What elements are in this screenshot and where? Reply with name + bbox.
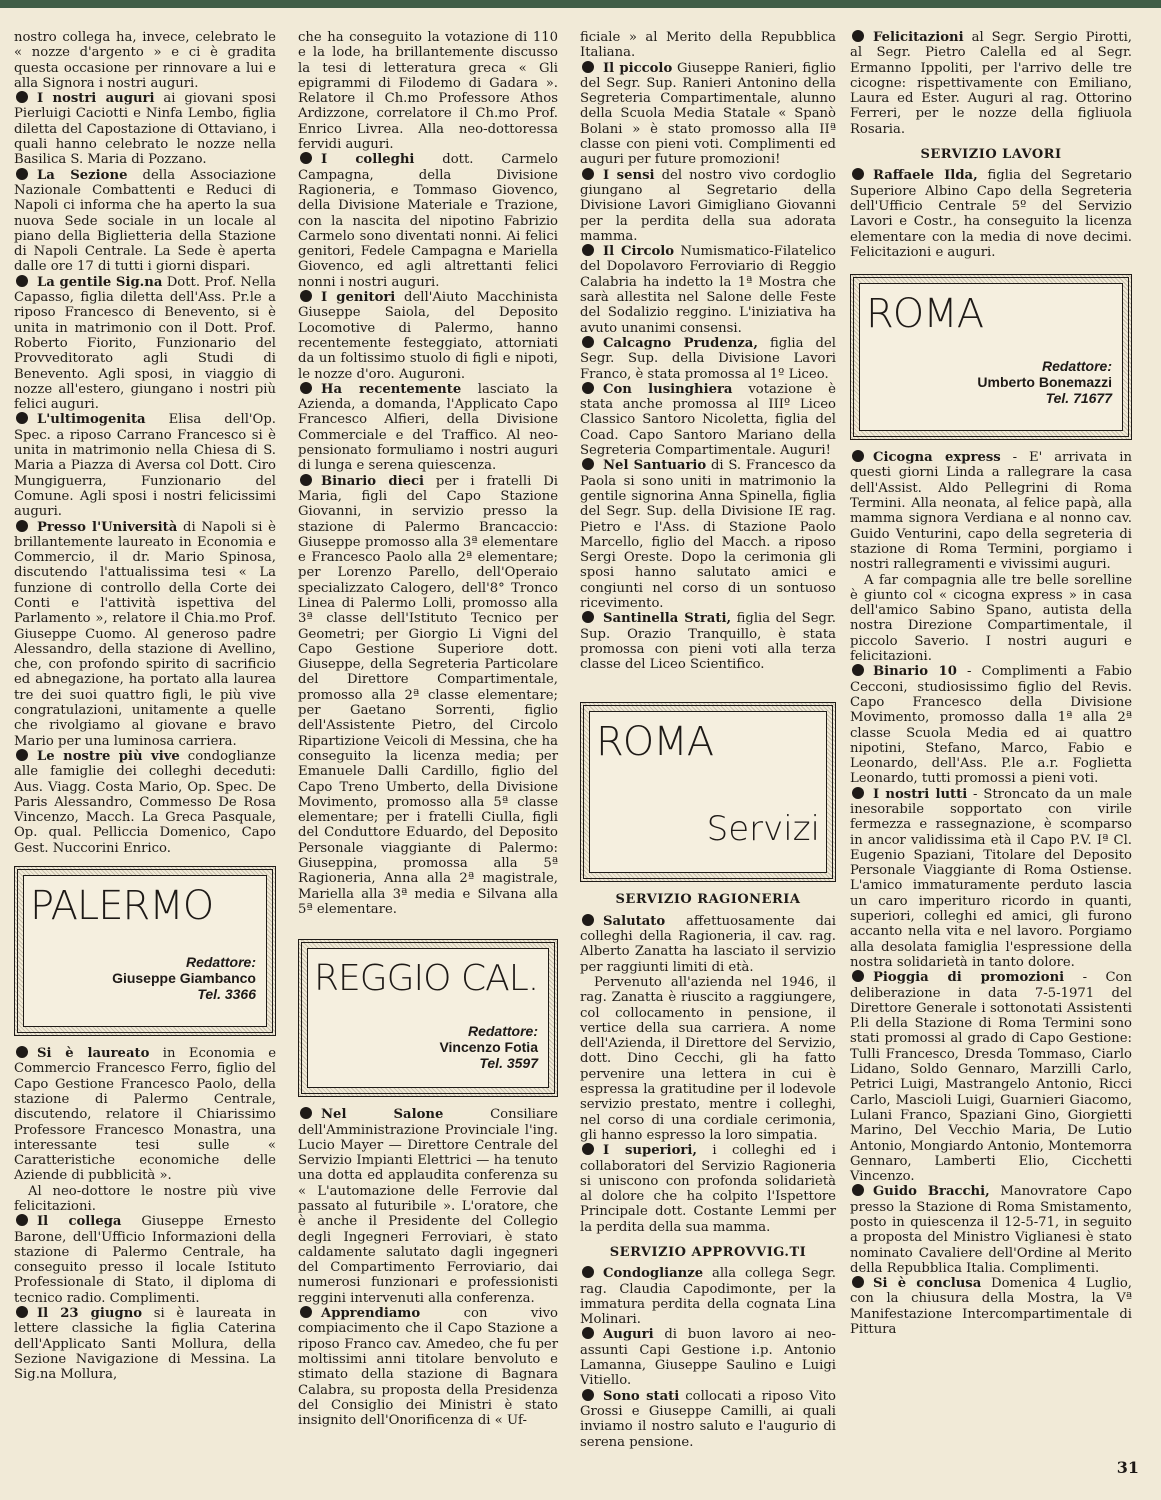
article: I colleghi dott. Carmelo Campagna, della Divisione Ragioneria, e Tommaso Giovenco, della Divisione Materiale e Trazione, con la nascita del nipotino Fabrizio Carmelo sono diventati nonni. Ai felici genitori, Fedele Campagna e Mariella Giovenco, ed agli altrettanti felici nonni i nostri auguri. bbox=[298, 152, 558, 290]
article: Cicogna express - E' arrivata in questi giorni Linda a rallegrare la casa dell'Assist. Aldo Pellegrini di Roma Termini. Alla neonata, al felice papà, alla mamma signora Verdiana e al nonno cav. Guido Venturini, capo della segreteria di stazione di Roma Termini, porgiamo i nostri rallegramenti e vivissimi auguri. bbox=[850, 450, 1132, 573]
bullet-icon bbox=[582, 458, 594, 470]
article: Il collega Giuseppe Ernesto Barone, dell'Ufficio Informazioni della stazione di Palermo Centrale, ha conseguito presso il locale Istituto Professionale di Stato, il diploma di tecnico radio. Complimenti. bbox=[14, 1214, 276, 1306]
article: Il piccolo Giuseppe Ranieri, figlio del Segr. Sup. Ranieri Antonino della Segreteria Compartimentale, alunno della Scuola Media Statale « Spanò Bolani » è stato promosso alla IIª classe con pieni voti. Complimenti ed auguri per future promozioni! bbox=[580, 60, 836, 168]
article: Condoglianze alla collega Segr. rag. Claudia Capodimonte, per la immatura perdita della cognata Lina Molinari. bbox=[580, 1266, 836, 1328]
bullet-icon bbox=[582, 244, 594, 256]
section-city-title: ROMA bbox=[596, 719, 714, 766]
bullet-icon bbox=[16, 1306, 28, 1318]
article: Nel Santuario di S. Francesco da Paola si sono uniti in matrimonio la gentile signorina Anna Spinella, figlia del Segr. Sup. della Divisione IE rag. Pietro e l'Ass. di Stazione Paolo Marcello, figlio del Macch. a riposo Sergi Oreste. Dopo la cerimonia gli sposi hanno salutato amici e congiunti nel corso di un sontuoso ricevimento. bbox=[580, 458, 836, 611]
bullet-icon bbox=[300, 474, 312, 486]
editor-name: Giuseppe Giambanco bbox=[112, 970, 256, 987]
article: Il 23 giugno si è laureata in lettere classiche la figlia Caterina dell'Applicato Santi Mollura, della Sezione Navigazione di Messina. La Sig.na Mollura, bbox=[14, 1306, 276, 1383]
article: Calcagno Prudenza, figlia del Segr. Sup. della Divisione Lavori Franco, è stata promossa al 1º Liceo. bbox=[580, 335, 836, 382]
article: Santinella Strati, figlia del Segr. Sup. Orazio Tranquillo, è stata promossa con pieni voti alla terza classe del Liceo Scientifico. bbox=[580, 611, 836, 673]
bullet-icon bbox=[300, 290, 312, 302]
article: Apprendiamo con vivo compiacimento che il Capo Stazione a riposo Franco cav. Amedeo, che fu per moltissimi anni titolare benvoluto e stimato della stazione di Bagnara Calabra, su proposta della Presidenza del Consiglio dei Ministri è stato insignito dell'Onorificenza di « Uf- bbox=[298, 1306, 558, 1429]
article: che ha conseguito la votazione di 110 e la lode, ha brillantemente discusso la tesi di letteratura greca « Gli epigrammi di Filodemo di Gadara ». Relatore il Ch.mo Professore Athos Ardizzone, correlatore il Ch.mo Prof. Enrico Livrea. Alla neo-dottoressa fervidi auguri. bbox=[298, 30, 558, 153]
section-subtitle: Servizi bbox=[706, 809, 820, 850]
article: Nel Salone Consiliare dell'Amministrazione Provinciale l'ing. Lucio Mayer — Direttore Centrale del Servizio Impianti Elettrici — ha tenuto una dotta ed applaudita conferenza su « L'automazione delle Ferrovie dal passato al futuribile ». L'oratore, che è anche il Presidente del Collegio degli Ingegneri Ferroviari, è stato caldamente salutato dagli ingegneri del Compartimento Ferroviario, dai numerosi funzionari e professionisti reggini intervenuti alla conferenza. bbox=[298, 1107, 558, 1306]
article: L'ultimogenita Elisa dell'Op. Spec. a riposo Carrano Francesco si è unita in matrimonio nella Chiesa di S. Maria a Piazza di Aversa col Dott. Ciro Mungiguerra, Funzionario del Comune. Agli sposi i nostri felicissimi auguri. bbox=[14, 412, 276, 520]
bullet-icon bbox=[582, 382, 594, 394]
bullet-icon bbox=[582, 914, 594, 926]
article: Il Circolo Numismatico-Filatelico del Dopolavoro Ferroviario di Reggio Calabria ha indetto la 1ª Mostra che sarà allestita nel Salone delle Feste del Sodalizio reggino. L'iniziativa ha avuto unanimi consensi. bbox=[580, 244, 836, 336]
article: Le nostre più vive condoglianze alle famiglie dei colleghi deceduti: Aus. Viagg. Costa Mario, Op. Spec. De Paris Alessandro, Commesso De Rosa Vincenzo, Macch. La Greca Pasquale, Op. qual. Pelliccia Domenico, Capo Gest. Nuccorini Enrico. bbox=[14, 748, 276, 856]
bullet-icon bbox=[852, 1276, 864, 1288]
article: I nostri auguri ai giovani sposi Pierluigi Caciotti e Ninfa Lembo, figlia diletta del Capostazione di Ottaviano, i quali hanno celebrato le nozze nella Basilica S. Maria di Pozzano. bbox=[14, 91, 276, 168]
editor-phone: Tel. 71677 bbox=[1045, 390, 1112, 407]
article: Auguri di buon lavoro ai neo-assunti Capi Gestione i.p. Antonio Lamanna, Giuseppe Saulino e Luigi Vitiello. bbox=[580, 1327, 836, 1389]
article: Si è conclusa Domenica 4 Luglio, con la chiusura della Mostra, la Vª Manifestazione Intercompartimentale di Pittura bbox=[850, 1276, 1132, 1338]
article-continuation: A far compagnia alle tre belle sorelline è giunto col « cicogna express » in casa dell'amico Sabino Spano, autista della nostra Direzione Compartimentale, il piccolo Saverio. I nostri auguri e felicitazioni. bbox=[850, 572, 1132, 665]
top-color-band bbox=[0, 0, 1161, 8]
editor-label: Redattore: bbox=[467, 1023, 538, 1040]
bullet-icon bbox=[16, 275, 28, 287]
bullet-icon bbox=[16, 1046, 28, 1058]
bullet-icon bbox=[16, 412, 28, 424]
article: Raffaele Ilda, figlia del Segretario Superiore Albino Capo della Segreteria dell'Ufficio Centrale 5º del Servizio Lavori e Costr., ha conseguito la licenza elementare con la media di nove decimi. Felicitazioni e auguri. bbox=[850, 168, 1132, 260]
article: Si è laureato in Economia e Commercio Francesco Ferro, figlio del Capo Gestione Francesco Paolo, della stazione di Palermo Centrale, discutendo, relatore il Chiarissimo Professore Francesco Monastra, una interessante tesi sulle « Caratteristiche economiche delle Aziende di pubblicità ». bbox=[14, 1046, 276, 1184]
editor-name: Vincenzo Fotia bbox=[439, 1039, 538, 1056]
article: Sono stati collocati a riposo Vito Grossi e Giuseppe Camilli, ai quali inviamo il nostro saluto e l'augurio di serena pensione. bbox=[580, 1388, 836, 1450]
bullet-icon bbox=[852, 30, 864, 42]
editor-phone: Tel. 3366 bbox=[197, 986, 256, 1003]
section-box-roma bbox=[850, 274, 1132, 440]
article: I superiori, i colleghi ed i collaboratori del Servizio Ragioneria si uniscono con profonda solidarietà al dolore che ha colpito l'Ispettore Principale dott. Costante Lemmi per la perdita della sua mamma. bbox=[580, 1143, 837, 1235]
article: Binario dieci per i fratelli Di Maria, figli del Capo Stazione Giovanni, in servizio presso la stazione di Palermo Brancaccio: Giuseppe promosso alla 3ª elementare e Francesco Paolo alla 2ª elementare; per Lorenzo Parello, dell'Operaio specializzato Calogero, dell'8° Tronco Linea di Palermo Lolli, promosso alla 3ª classe dell'Istituto Tecnico per Geometri; per Giorgio Li Vigni del Capo Gestione Superiore dott. Giuseppe, della Segreteria Particolare del Direttore Compartimentale, promosso alla 2ª classe elementare; per Gaetano Sorrenti, figlio dell'Assistente Pietro, del Circolo Ripartizione Veicoli di Messina, che ha conseguito la licenza media; per Emanuele Dalli Cardillo, figlio del Capo Treno Umberto, della Divisione Movimento, promosso alla 5ª classe elementare; per i fratelli Ciulla, figli del Conduttore Eduardo, del Deposito Personale viaggiante di Palermo: Giuseppina, promossa alla 5ª Ragioneria, Anna alla 2ª magistrale, Mariella alla 3ª media e Silvana alla 5ª elementare. bbox=[298, 473, 558, 917]
bullet-icon bbox=[16, 91, 28, 103]
bullet-icon bbox=[16, 520, 28, 532]
editor-label: Redattore: bbox=[1041, 358, 1112, 375]
article: Con lusinghiera votazione è stata anche promossa al IIIº Liceo Classico Santoro Nicoletta, figlia del Coad. Capo Santoro Mariano della Segreteria Compartimentale. Auguri! bbox=[580, 381, 836, 459]
bullet-icon bbox=[852, 664, 864, 676]
article: Guido Bracchi, Manovratore Capo presso la Stazione di Roma Smistamento, posto in quiescenza il 12-5-71, in seguito a proposta del Ministro Viglianesi è stato nominato Cavaliere dell'Ordine al Merito della Repubblica Italia. Complimenti. bbox=[850, 1184, 1133, 1276]
section-heading: SERVIZIO RAGIONERIA bbox=[615, 892, 801, 908]
editor-label: Redattore: bbox=[185, 954, 256, 971]
bullet-icon bbox=[582, 1266, 594, 1278]
bullet-icon bbox=[300, 1306, 312, 1318]
editor-name: Umberto Bonemazzi bbox=[977, 374, 1112, 391]
section-box-roma-servizi bbox=[580, 702, 836, 882]
bullet-icon bbox=[300, 382, 312, 394]
column-2 bbox=[298, 30, 558, 1428]
article: ficiale » al Merito della Repubblica Italiana. bbox=[580, 30, 836, 61]
bullet-icon bbox=[852, 970, 864, 982]
bullet-icon bbox=[300, 1107, 312, 1119]
article: I genitori dell'Aiuto Macchinista Giuseppe Saiola, del Deposito Locomotive di Palermo, hanno recentemente festeggiato, attorniati da un foltissimo stuolo di figli e nipoti, le nozze d'oro. Auguroni. bbox=[298, 290, 558, 382]
section-box-palermo bbox=[14, 866, 276, 1036]
bullet-icon bbox=[852, 1184, 864, 1196]
editor-phone: Tel. 3597 bbox=[479, 1055, 538, 1072]
article: Salutato affettuosamente dai colleghi della Ragioneria, il cav. rag. Alberto Zanatta ha lasciato il servizio per raggiunti limiti di età. bbox=[580, 913, 836, 975]
article: La Sezione della Associazione Nazionale Combattenti e Reduci di Napoli ci informa che ha aperto la sua nuova Sede sociale in un locale al piano della Biglietteria della Stazione di Napoli Centrale. La Sede è aperta dalle ore 17 di tutti i giorni dispari. bbox=[14, 167, 276, 275]
bullet-icon bbox=[300, 152, 312, 164]
article-continuation: Pervenuto all'azienda nel 1946, il rag. Zanatta è riuscito a raggiungere, col collocamento in pensione, il vertice della sua carriera. A nome dell'Azienda, il Direttore del Servizio, dott. Dino Cecchi, gli ha fatto pervenire una lettera in cui è espressa la gratitudine per il lodevole servizio prestato, mentre i colleghi, nel corso di una cordiale cerimonia, gli hanno espresso la loro simpatia. bbox=[580, 974, 836, 1143]
section-box-reggio-calabria bbox=[298, 939, 558, 1097]
bullet-icon bbox=[582, 1389, 594, 1401]
column-3 bbox=[580, 30, 836, 1450]
bullet-icon bbox=[582, 61, 594, 73]
bullet-icon bbox=[582, 611, 594, 623]
bullet-icon bbox=[16, 749, 28, 761]
bullet-icon bbox=[582, 336, 594, 348]
article: Ha recentemente lasciato la Azienda, a domanda, l'Applicato Capo Francesco Alfieri, della Divisione Commerciale e del Traffico. Al neo-pensionato formuliamo i nostri auguri di lunga e serena quiescenza. bbox=[298, 381, 558, 474]
section-heading: SERVIZIO APPROVVIG.TI bbox=[609, 1245, 807, 1260]
section-city-title: REGGIO CAL. bbox=[314, 958, 539, 1000]
column-4 bbox=[850, 30, 1132, 1337]
article: Felicitazioni al Segr. Sergio Pirotti, al Segr. Pietro Calella ed al Segr. Ermanno Ippoliti, per l'arrivo delle tre cicogne: rispettivamente con Emiliano, Laura ed Ester. Auguri al rag. Ottorino Ferreri, per le nozze della figliuola Rosaria. bbox=[850, 30, 1132, 137]
article: Presso l'Università di Napoli si è brillantemente laureato in Economia e Commercio, il dr. Mario Spinosa, discutendo l'attualissima tesi « La funzione di controllo della Corte dei Conti e l'attività ispettiva del Parlamento », relatore il Chia.mo Prof. Giuseppe Cuomo. Al generoso padre Alessandro, della stazione di Avellino, che, con profondo spirito di sacrificio ed abnegazione, ha portato alla laurea tre dei suoi quattro figli, le più vive congratulazioni, unitamente a quelle che rivolgiamo al giovane e bravo Mario per una luminosa carriera. bbox=[14, 519, 276, 749]
article-continuation: Al neo-dottore le nostre più vive felicitazioni. bbox=[14, 1183, 276, 1214]
article: La gentile Sig.na Dott. Prof. Nella Capasso, figlia diletta dell'Ass. Pr.le a riposo Francesco di Benevento, si è unita in matrimonio con il Dott. Prof. Roberto Fiorito, Funzionario del Provveditorato agli Studi di Benevento. Agli sposi, in viaggio di nozze all'estero, giungano i nostri più felici auguri. bbox=[14, 274, 276, 413]
bullet-icon bbox=[582, 168, 594, 180]
bullet-icon bbox=[16, 1214, 28, 1226]
article: Binario 10 - Complimenti a Fabio Cecconi, studiosissimo figlio del Revis. Capo Francesco della Divisione Movimento, promosso dalla 1ª alla 2ª classe Scuola Media ed ai quattro nipotini, Stefano, Marco, Fabio e Leonardo, dell'Ass. P.le a.r. Foglietta Leonardo, tutti promossi a pieni voti. bbox=[850, 664, 1132, 787]
article: Pioggia di promozioni - Con deliberazione in data 7-5-1971 del Direttore Generale i sottonotati Assistenti P.li della Stazione di Roma Termini sono stati promossi al grado di Capo Gestione: Tulli Francesco, Dresda Tommaso, Ciarlo Lidano, Soldo Gennaro, Marzilli Carlo, Petrici Luigi, Mastrangelo Antonio, Ricci Carlo, Mascioli Luigi, Guarnieri Giacomo, Lulani Franco, Spaziani Gino, Giorgietti Marino, Del Vecchio Maria, De Lutio Antonio, Mongiardo Antonio, Montemorra Gennaro, Lamberti Elio, Cicchetti Vincenzo. bbox=[850, 970, 1132, 1185]
section-city-title: PALERMO bbox=[30, 883, 214, 930]
bullet-icon bbox=[582, 1327, 594, 1339]
section-city-title: ROMA bbox=[866, 291, 984, 338]
bullet-icon bbox=[852, 168, 864, 180]
bullet-icon bbox=[852, 787, 864, 799]
bullet-icon bbox=[582, 1143, 594, 1155]
section-heading: SERVIZIO LAVORI bbox=[920, 147, 1062, 163]
column-1 bbox=[14, 30, 276, 1383]
bullet-icon bbox=[16, 168, 28, 180]
page-number: 31 bbox=[1116, 1458, 1139, 1477]
article: I sensi del nostro vivo cordoglio giungano al Segretario della Divisione Lavori Gimigliano Giovanni per la perdita della sua adorata mamma. bbox=[580, 167, 836, 244]
article: I nostri lutti - Stroncato da un male inesorabile sopportato con virile fermezza e rassegnazione, è scomparso in ancor validissima età il Capo P.V. Iª Cl. Eugenio Spaziani, Titolare del Deposito Personale Viaggiante di Roma Ostiense. L'amico immaturamente perduto lascia un caro imperituro ricordo in quanti, superiori, colleghi ed amici, gli furono accanto nella vita e nel lavoro. Porgiamo alla desolata famiglia l'espressione della nostra solidarietà in tanto dolore. bbox=[850, 786, 1133, 970]
bullet-icon bbox=[852, 450, 864, 462]
article: nostro collega ha, invece, celebrato le « nozze d'argento » e ci è gradita questa occasione per rinnovare a lui e alla Signora i nostri auguri. bbox=[14, 30, 276, 91]
